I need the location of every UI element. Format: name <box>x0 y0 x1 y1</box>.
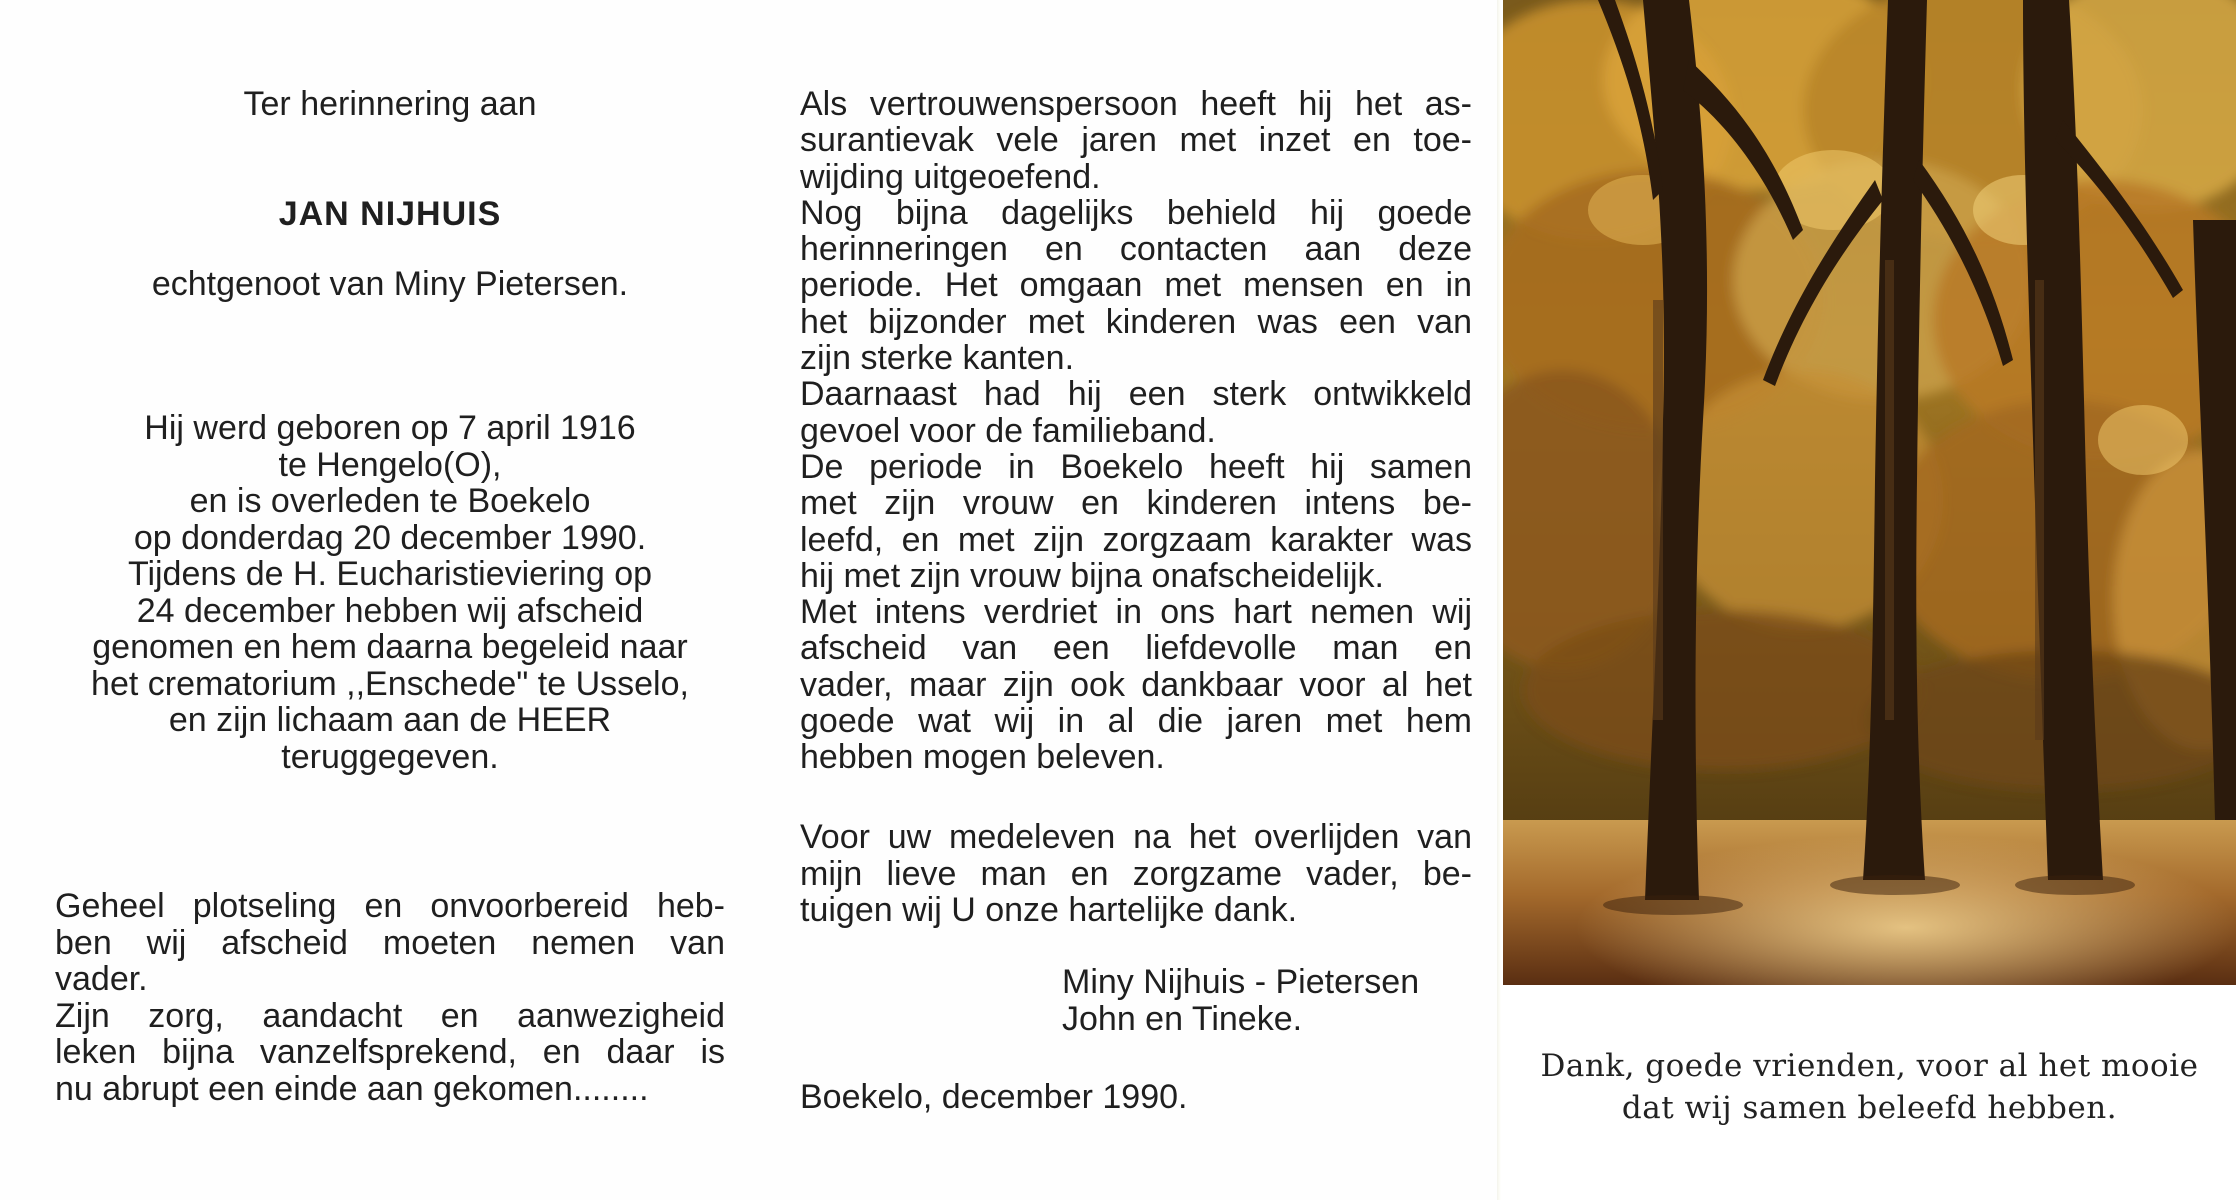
text-line: herinneringen en contacten aan deze <box>800 230 1472 269</box>
deceased-name: JAN NIJHUIS <box>278 195 502 233</box>
text-line: en zijn lichaam aan de HEER <box>168 701 612 739</box>
text-line: Voor uw medeleven na het overlijden van <box>800 818 1472 856</box>
text-line: Met intens verdriet in ons hart nemen wij <box>800 593 1472 632</box>
text-line: het bijzonder met kinderen was een van <box>800 302 1472 341</box>
text-line: wijding uitgeoefend. <box>800 157 1101 196</box>
text-line: Geheel plotseling en onvoorbereid heb- <box>55 887 725 925</box>
text-line: Tijdens de H. Eucharistieviering op <box>127 555 653 593</box>
signature-block <box>1062 964 1419 1038</box>
text-line: te Hengelo(O), <box>278 445 502 484</box>
thanks-paragraph <box>800 819 1472 929</box>
text-line: goede wat wij in al die jaren met hem <box>800 702 1472 741</box>
text-line: met zijn vrouw en kinderen intens be- <box>800 484 1472 523</box>
text-line: surantievak vele jaren met inzet en toe- <box>800 121 1472 160</box>
text-line: ben wij afscheid moeten nemen van <box>55 923 725 962</box>
spouse-line: echtgenoot van Miny Pietersen. <box>151 265 629 303</box>
text-line: Nog bijna dagelijks behield hij goede <box>800 193 1472 232</box>
text-line: afscheid van een liefdevolle man en <box>800 629 1472 668</box>
text-line: hij met zijn vrouw bijna onafscheidelijk. <box>800 556 1384 595</box>
text-line: De periode in Boekelo heeft hij samen <box>800 447 1472 486</box>
text-line: Daarnaast had hij een sterk ontwikkeld <box>800 375 1472 414</box>
text-line: mijn lieve man en zorgzame vader, be- <box>800 854 1472 893</box>
text-line: gevoel voor de familieband. <box>800 411 1216 450</box>
text-line: teruggegeven. <box>281 737 499 776</box>
place-date: Boekelo, december 1990. <box>800 1078 1188 1116</box>
text-line: Zijn zorg, aandacht en aanwezigheid <box>55 996 725 1035</box>
text-line: op donderdag 20 december 1990. <box>133 518 647 557</box>
text-line: Als vertrouwenspersoon heeft hij het as- <box>800 85 1472 123</box>
text-line: tuigen wij U onze hartelijke dank. <box>800 891 1298 929</box>
text-line: leefd, en met zijn zorgzaam karakter was <box>800 520 1472 559</box>
text-line: zijn sterke kanten. <box>800 339 1075 378</box>
intro-label: Ter herinnering aan <box>243 85 537 123</box>
text-line: vader. <box>55 960 148 998</box>
text-line: 24 december hebben wij afscheid <box>136 591 644 630</box>
signature-line: John en Tineke. <box>1062 1000 1303 1038</box>
birth-death-paragraph <box>40 410 740 775</box>
life-paragraph <box>800 86 1472 776</box>
text-line: nu abrupt een einde aan gekomen........ <box>55 1069 649 1108</box>
text-line: leken bijna vanzelfsprekend, en daar is <box>55 1033 725 1071</box>
caption-line: dat wij samen beleefd hebben. <box>1621 1090 2118 1126</box>
text-line: en is overleden te Boekelo <box>189 482 591 520</box>
fold-line <box>1497 0 1501 1200</box>
text-line: Hij werd geboren op 7 april 1916 <box>144 409 636 447</box>
text-line: vader, maar zijn ook dankbaar voor al het <box>800 665 1472 704</box>
caption-line: Dank, goede vrienden, voor al het mooie <box>1540 1048 2199 1084</box>
signature-line: Miny Nijhuis - Pietersen <box>1062 963 1420 1001</box>
text-line: genomen en hem daarna begeleid naar <box>92 628 688 666</box>
photo-caption <box>1503 1045 2236 1129</box>
farewell-paragraph <box>55 888 725 1107</box>
text-line: het crematorium ,,Enschede" te Usselo, <box>91 664 689 703</box>
text-line: periode. Het omgaan met mensen en in <box>800 266 1472 305</box>
text-line: hebben mogen beleven. <box>800 738 1165 777</box>
autumn-forest-photo <box>1503 0 2236 985</box>
